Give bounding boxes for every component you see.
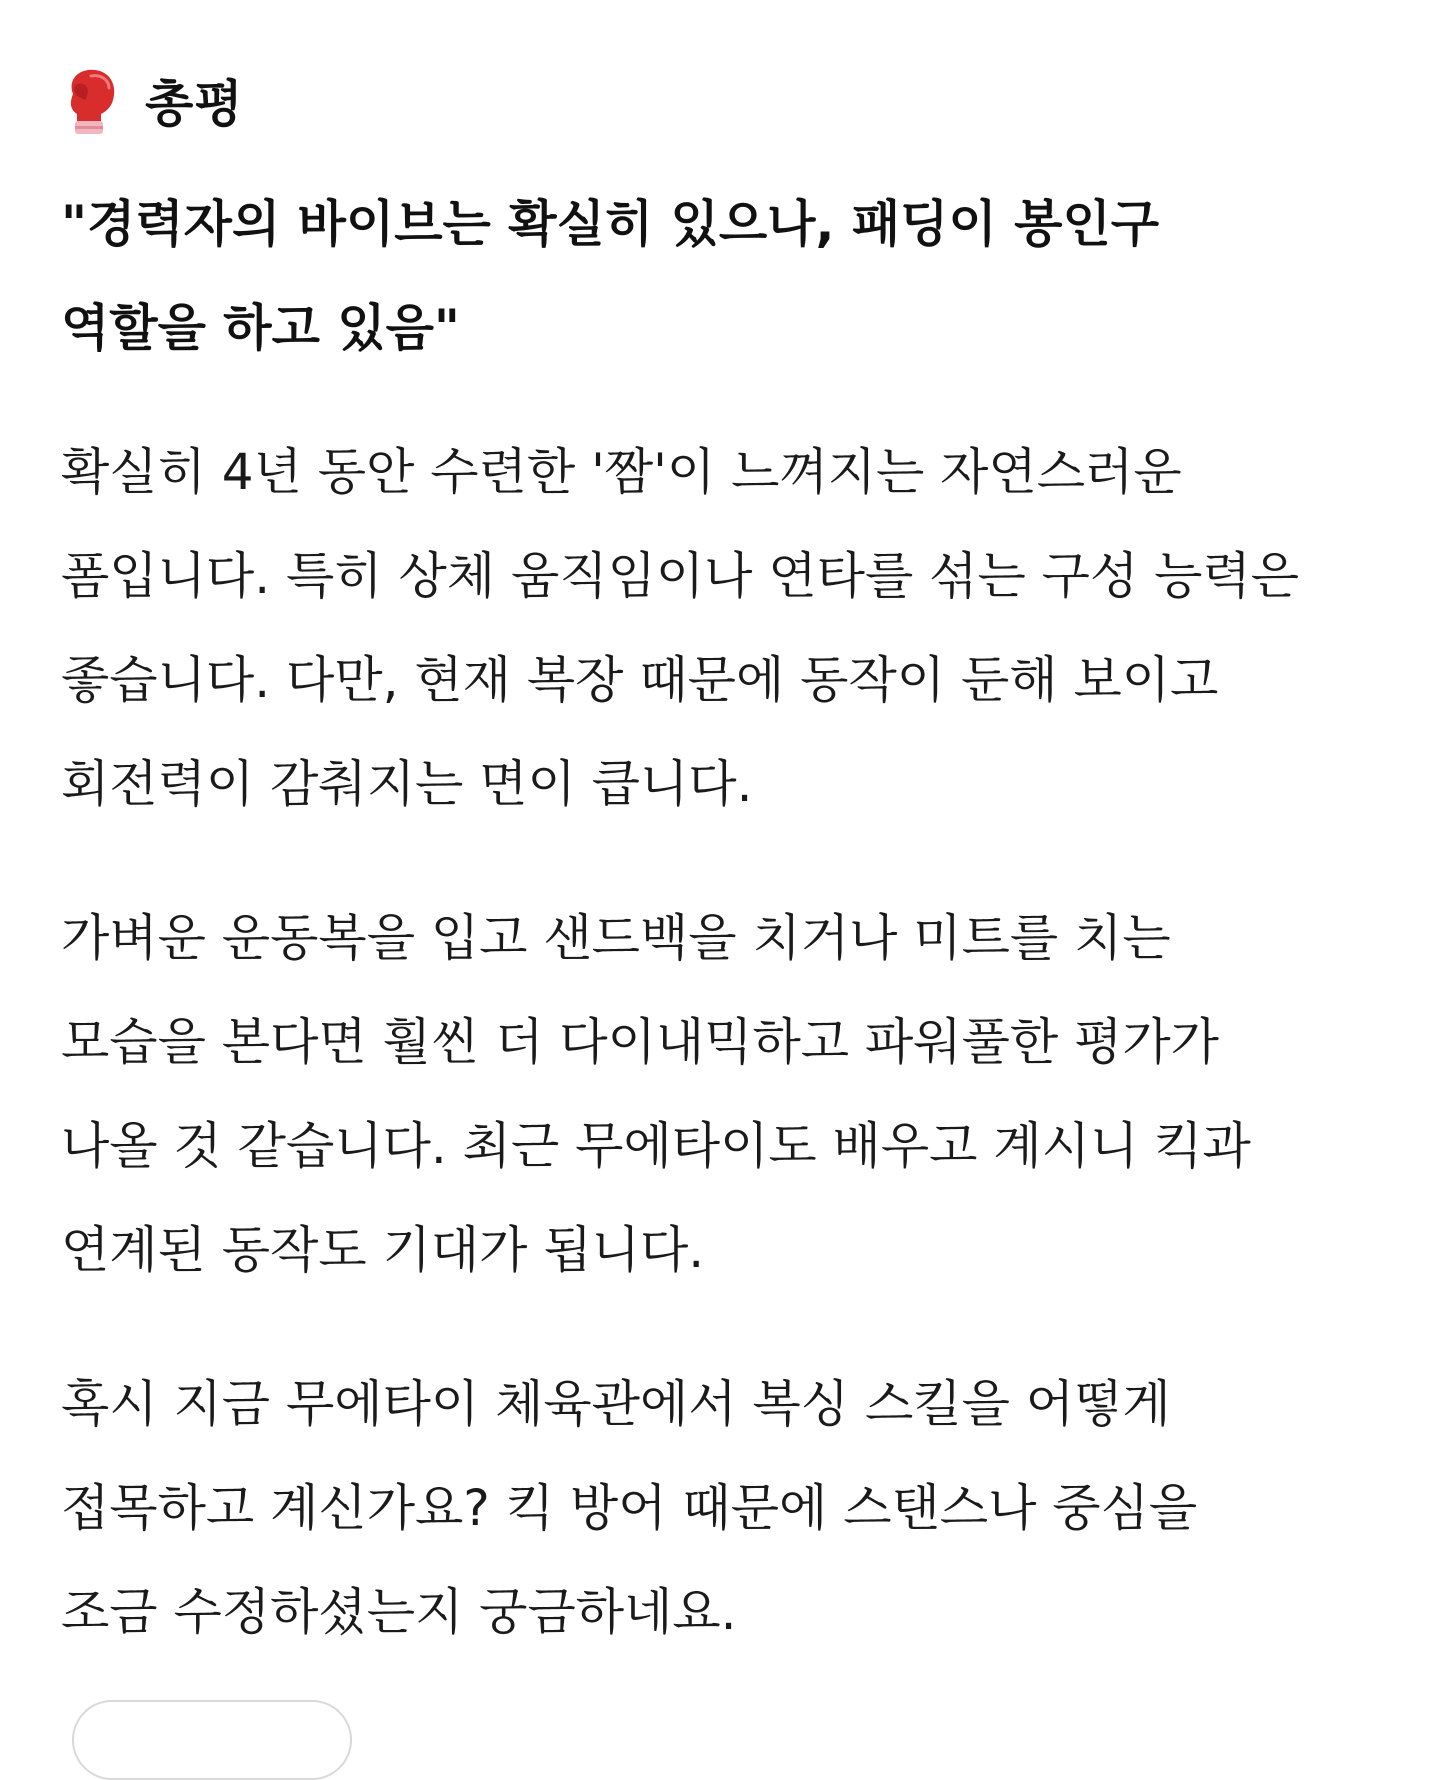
paragraph-line: 모습을 본다면 훨씬 더 다이내믹하고 파워풀한 평가가 (61, 1013, 1219, 1071)
paragraph-line: 좋습니다. 다만, 현재 복장 때문에 동작이 둔해 보이고 (61, 651, 1219, 709)
paragraph-1 (61, 420, 1401, 836)
paragraph-line: 가벼운 운동복을 입고 샌드백을 치거나 미트를 치는 (61, 909, 1171, 967)
paragraph-3 (61, 1352, 1401, 1664)
action-pill-button[interactable] (72, 1700, 352, 1780)
paragraph-line: 나올 것 같습니다. 최근 무에타이도 배우고 계시니 킥과 (61, 1117, 1251, 1175)
summary-quote (61, 172, 1401, 380)
paragraph-line: 폼입니다. 특히 상체 움직임이나 연타를 섞는 구성 능력은 (61, 547, 1300, 605)
paragraph-line: 접목하고 계신가요? 킥 방어 때문에 스탠스나 중심을 (61, 1479, 1198, 1537)
paragraph-line: 혹시 지금 무에타이 체육관에서 복싱 스킬을 어떻게 (61, 1375, 1171, 1433)
paragraph-line: 연계된 동작도 기대가 됩니다. (61, 1221, 705, 1279)
quote-line: "경력자의 바이브는 확실히 있으나, 패딩이 봉인구 (61, 195, 1160, 253)
paragraph-line: 조금 수정하셨는지 궁금하네요. (61, 1583, 737, 1641)
boxing-glove-icon (61, 64, 121, 136)
paragraph-2 (61, 886, 1401, 1302)
paragraph-line: 회전력이 감춰지는 면이 큽니다. (61, 755, 753, 813)
quote-line: 역할을 하고 있음" (61, 299, 460, 357)
section-heading (61, 60, 1401, 140)
response-content (61, 60, 1401, 1664)
paragraph-line: 확실히 4년 동안 수련한 '짬'이 느껴지는 자연스러운 (61, 443, 1182, 501)
heading-title: 총평 (145, 75, 244, 133)
